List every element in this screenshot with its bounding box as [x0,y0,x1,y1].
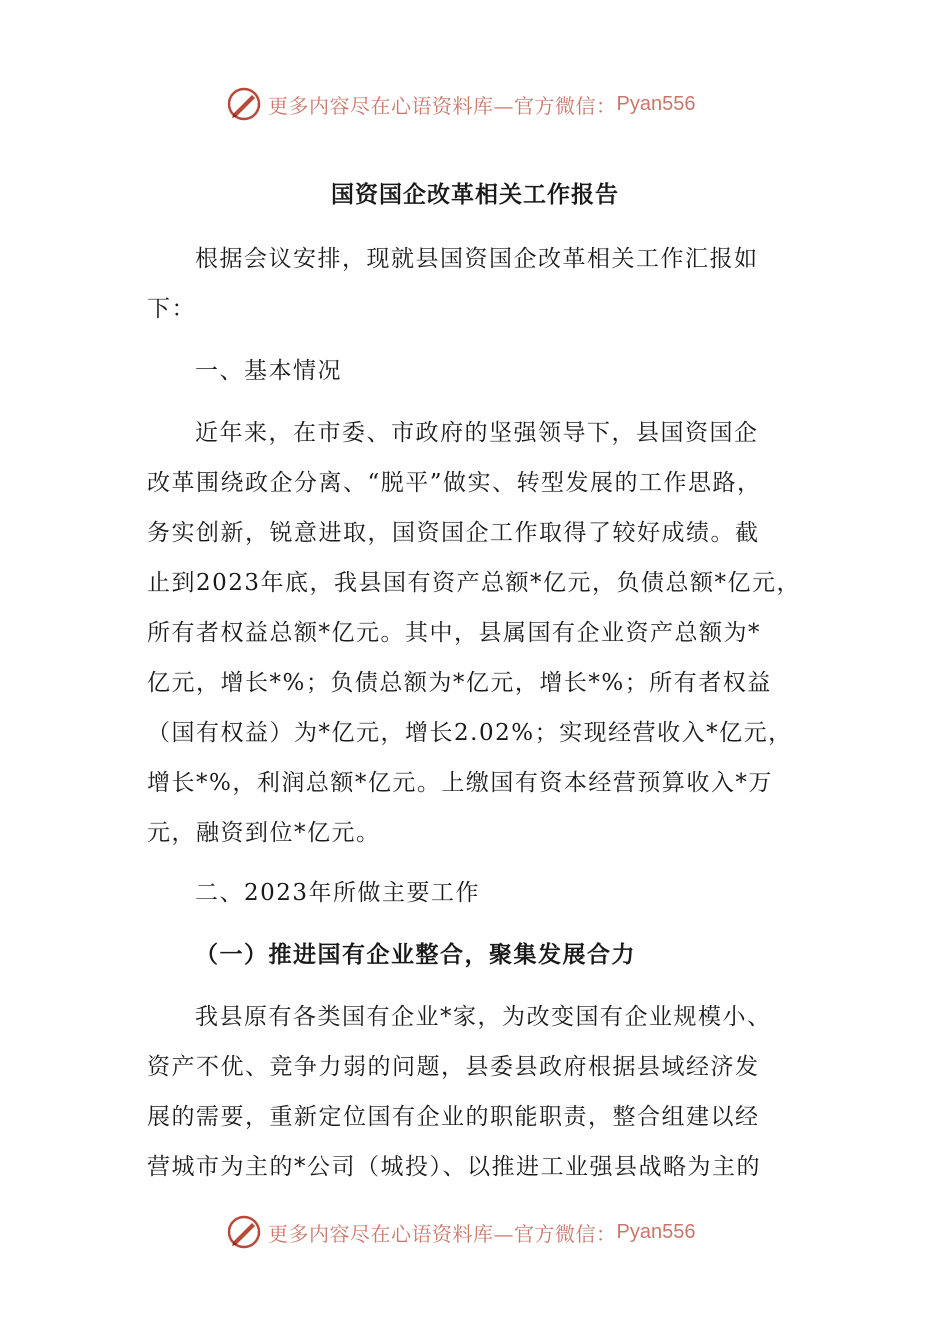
subsection-heading-integration: （一）推进国有企业整合，聚集发展合力 [195,941,636,968]
paragraph-line: 展的需要，重新定位国有企业的职能职责，整合组建以经 [147,1104,760,1130]
document-title: 国资国企改革相关工作报告 [331,181,619,208]
section-heading-basic: 一、基本情况 [195,358,342,384]
paragraph-line: 近年来，在市委、市政府的坚强领导下，县国资国企 [195,420,759,446]
paragraph-line: 改革围绕政企分离、“脱平”做实、转型发展的工作思路， [147,470,762,496]
paragraph-line: 务实创新，锐意进取，国资国企工作取得了较好成绩。截 [147,520,760,546]
paragraph-line: 元，融资到位*亿元。 [147,820,381,846]
watermark-banner-top [0,84,950,124]
paragraph-line: 所有者权益总额*亿元。其中，县属国有企业资产总额为* [147,620,761,646]
intro-line-2: 下： [147,296,196,322]
paragraph-line: 我县原有各类国有企业*家，为改变国有企业规模小、 [195,1004,772,1030]
paragraph-line: 亿元，增长*%；负债总额为*亿元，增长*%；所有者权益 [147,670,772,696]
watermark-banner-bottom [0,1212,950,1252]
watermark-wechat-id: Pyan556 [616,92,696,115]
watermark-text: 更多内容尽在心语资料库—官方微信： [268,1221,617,1246]
watermark-wechat-id: Pyan556 [616,1220,696,1243]
watermark-text: 更多内容尽在心语资料库—官方微信： [268,93,617,118]
section-heading-main-work: 二、2023年所做主要工作 [195,880,481,906]
paragraph-line: 营城市为主的*公司（城投）、以推进工业强县战略为主的 [147,1154,761,1180]
paragraph-line: 止到2023年底，我县国有资产总额*亿元，负债总额*亿元， [147,570,802,596]
pen-logo-icon [226,86,262,122]
paragraph-line: 增长*%，利润总额*亿元。上缴国有资本经营预算收入*万 [147,770,773,796]
intro-line-1: 根据会议安排，现就县国资国企改革相关工作汇报如 [195,246,759,272]
pen-logo-icon [226,1214,262,1250]
paragraph-line: （国有权益）为*亿元，增长2.02%；实现经营收入*亿元， [147,720,793,746]
paragraph-line: 资产不优、竞争力弱的问题，县委县政府根据县域经济发 [147,1054,760,1080]
